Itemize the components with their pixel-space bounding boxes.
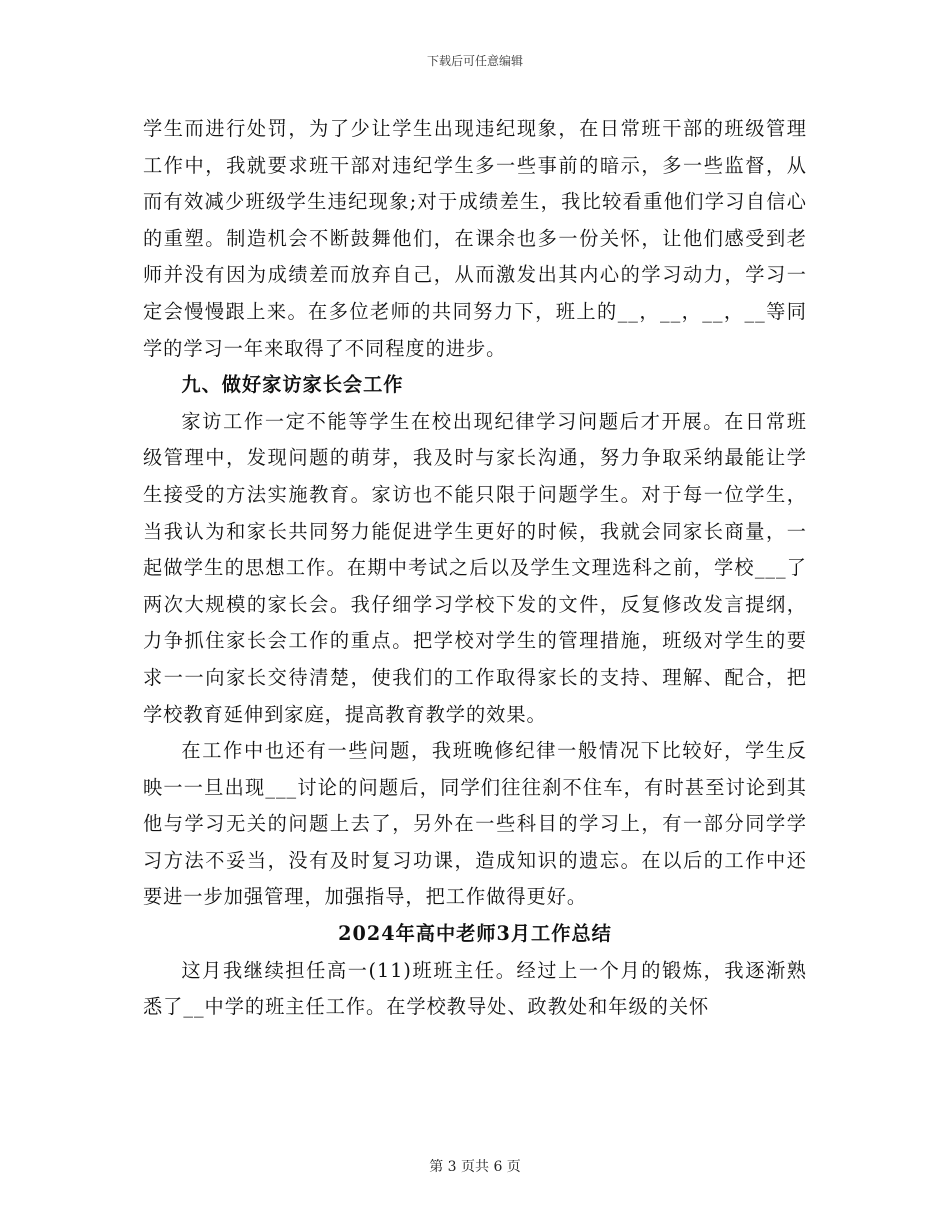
section-heading-home-visits: 九、做好家访家长会工作: [181, 373, 404, 397]
paragraph-home-visits: 家访工作一定不能等学生在校出现纪律学习问题后才开展。在日常班级管理中，发现问题的萌芽，我及时与家长沟通，努力争取采纳最能让学生接受的方法实施教育。家访也不能只限于问题学生。对于每一位学生，当我认为和家长共同努力能促进学生更好的时候，我就会同家长商量，一起做学生的思想工作。在期中考试之后以及学生文理选科之前，学校___了两次大规模的家长会。我仔细学习学校下发的文件，反复修改发言提纲，力争抓住家长会工作的重点。把学校对学生的管理措施，班级对学生的要求一一向家长交待清楚，使我们的工作取得家长的支持、理解、配合，把学校教育延伸到家庭，提高教育教学的效果。: [143, 409, 807, 726]
document-body: [143, 111, 807, 1026]
page-footer-number: 第 3 页共 6 页: [429, 1159, 521, 1175]
paragraph-march-summary: 这月我继续担任高一(11)班班主任。经过上一个月的锻炼，我逐渐熟悉了__中学的班主任工作。在学校教导处、政教处和年级的关怀: [143, 958, 807, 1019]
section-title-march-summary: 2024年高中老师3月工作总结: [338, 922, 612, 946]
page-header-note: 下载后可任意编辑: [426, 54, 523, 68]
paragraph-discipline: 学生而进行处罚，为了少让学生出现违纪现象，在日常班干部的班级管理工作中，我就要求班干部对违纪学生多一些事前的暗示，多一些监督，从而有效减少班级学生违纪现象;对于成绩差生，我比较看重他们学习自信心的重塑。制造机会不断鼓舞他们，在课余也多一份关怀，让他们感受到老师并没有因为成绩差而放弃自己，从而激发出其内心的学习动力，学习一定会慢慢跟上来。在多位老师的共同努力下，班上的__，__，__，__等同学的学习一年来取得了不同程度的进步。: [143, 117, 807, 360]
paragraph-problems: 在工作中也还有一些问题，我班晚修纪律一般情况下比较好，学生反映一一旦出现___讨论的问题后，同学们往往刹不住车，有时甚至讨论到其他与学习无关的问题上去了，另外在一些科目的学习上，有一部分同学学习方法不妥当，没有及时复习功课，造成知识的遗忘。在以后的工作中还要进一步加强管理，加强指导，把工作做得更好。: [143, 739, 807, 909]
